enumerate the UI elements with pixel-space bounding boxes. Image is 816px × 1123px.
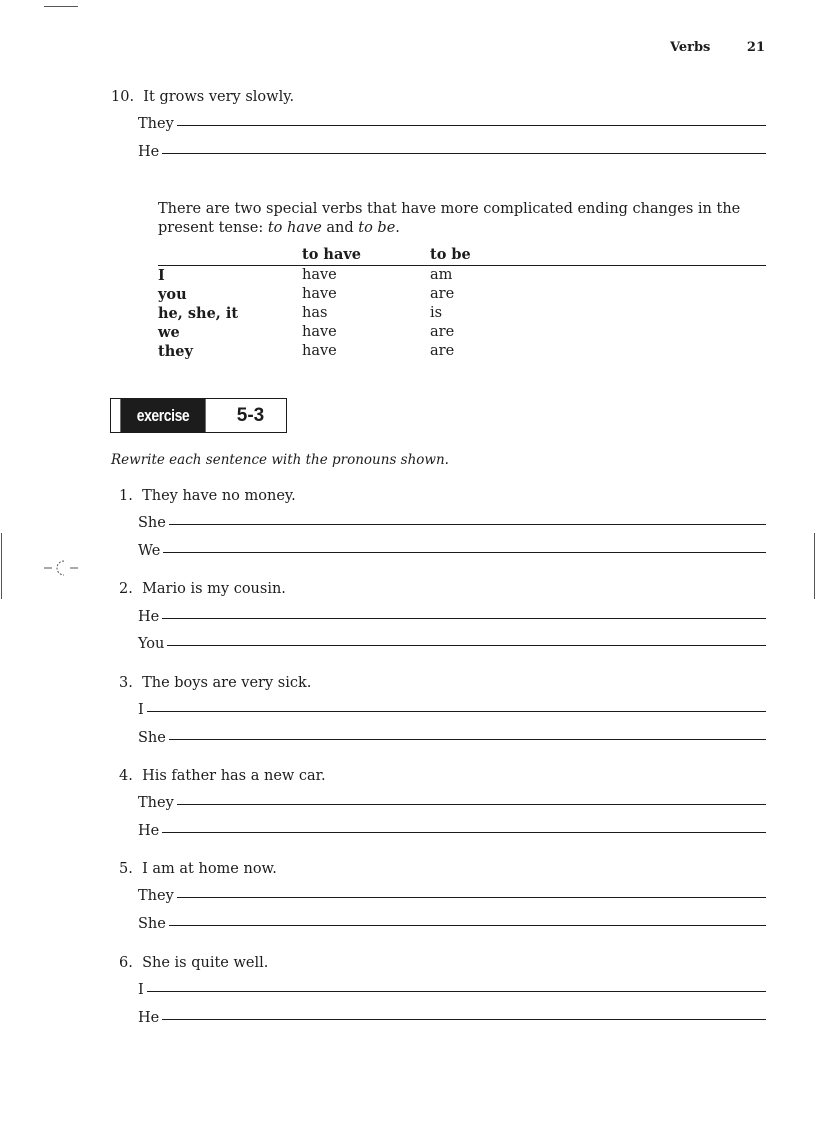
answer-rule[interactable] [177,124,766,126]
item-sentence: It grows very slowly. [143,89,295,105]
answer-rule[interactable] [177,896,766,898]
answer-line[interactable] [138,823,766,839]
answer-rule[interactable] [162,152,766,154]
exercise-instructions: Rewrite each sentence with the pronouns shown. [111,452,449,468]
item-number: 3. [119,675,133,691]
answer-pronoun: They [138,888,174,904]
to-have-cell: has [302,305,328,321]
conjugation-table [158,246,766,361]
page-number: 21 [746,40,765,55]
pronoun-cell: they [158,343,193,360]
answer-pronoun: He [138,1010,160,1026]
answer-pronoun: He [138,609,160,625]
answer-pronoun: I [138,982,144,998]
to-have-cell: have [302,267,337,283]
table-row [158,285,766,304]
answer-line[interactable] [138,515,766,531]
running-head-title: Verbs [669,40,711,55]
answer-line[interactable] [138,636,766,652]
answer-line[interactable] [138,116,766,132]
answer-pronoun: I [138,702,144,718]
answer-rule[interactable] [147,990,766,992]
answer-rule[interactable] [162,617,766,619]
item-10-prompt [111,89,294,105]
item-prompt [119,861,277,877]
table-header [158,246,766,266]
item-number: 10. [111,89,135,105]
answer-pronoun: They [138,116,174,132]
answer-line[interactable] [138,730,766,746]
item-prompt [119,675,311,691]
item-sentence: Mario is my cousin. [142,581,286,597]
to-be-cell: is [430,305,443,321]
grammar-note [158,200,768,238]
answer-line[interactable] [138,609,766,625]
answer-line[interactable] [138,916,766,932]
item-sentence: I am at home now. [142,861,277,877]
item-number: 6. [119,955,133,971]
answer-line[interactable] [138,144,766,160]
answer-rule[interactable] [169,738,766,740]
crop-mark-right [814,533,815,599]
answer-rule[interactable] [169,523,766,525]
answer-line[interactable] [138,702,766,718]
answer-pronoun: She [138,916,166,932]
answer-line[interactable] [138,543,766,559]
item-number: 4. [119,768,133,784]
item-prompt [119,768,326,784]
column-header-to-be: to be [430,246,471,263]
item-number: 1. [119,488,133,504]
item-prompt [119,955,268,971]
table-row [158,266,766,285]
item-number: 2. [119,581,133,597]
answer-line[interactable] [138,982,766,998]
answer-pronoun: He [138,144,160,160]
item-sentence: She is quite well. [142,955,269,971]
exercise-badge [110,398,287,433]
to-have-cell: have [302,286,337,302]
registration-mark-icon [44,559,78,577]
answer-rule[interactable] [169,924,766,926]
to-be-cell: am [430,267,453,283]
item-number: 5. [119,861,133,877]
exercise-label: exercise [120,399,205,432]
note-verb-to-be: to be [358,220,396,236]
answer-line[interactable] [138,1010,766,1026]
table-row [158,323,766,342]
answer-pronoun: They [138,795,174,811]
answer-rule[interactable] [162,1018,766,1020]
pronoun-cell: you [158,286,187,303]
note-text: There are two special verbs that have more complicated ending changes in the present tense: [158,201,741,236]
answer-rule[interactable] [167,644,766,646]
to-be-cell: are [430,324,455,340]
answer-rule[interactable] [163,551,766,553]
crop-mark-left [1,533,2,599]
answer-rule[interactable] [147,710,766,712]
pronoun-cell: I [158,267,165,284]
column-header-to-have: to have [302,246,362,263]
answer-rule[interactable] [162,831,766,833]
item-sentence: They have no money. [142,488,296,504]
answer-pronoun: You [138,636,165,652]
table-row [158,342,766,361]
to-be-cell: are [430,343,455,359]
answer-pronoun: We [138,543,161,559]
answer-pronoun: She [138,515,166,531]
pronoun-cell: we [158,324,180,341]
item-sentence: The boys are very sick. [142,675,312,691]
exercise-number: 5-3 [236,404,265,426]
answer-pronoun: She [138,730,166,746]
to-be-cell: are [430,286,455,302]
pronoun-cell: he, she, it [158,305,239,322]
answer-rule[interactable] [177,803,766,805]
note-joiner: and [321,220,359,236]
answer-line[interactable] [138,795,766,811]
item-sentence: His father has a new car. [142,768,326,784]
answer-pronoun: He [138,823,160,839]
to-have-cell: have [302,343,337,359]
note-verb-to-have: to have [267,220,322,236]
column-header-pronoun [158,246,302,265]
item-prompt [119,488,296,504]
item-prompt [119,581,286,597]
crop-mark-top [44,6,78,7]
running-head [670,40,765,55]
to-have-cell: have [302,324,337,340]
answer-line[interactable] [138,888,766,904]
note-end: . [395,220,400,236]
table-row [158,304,766,323]
